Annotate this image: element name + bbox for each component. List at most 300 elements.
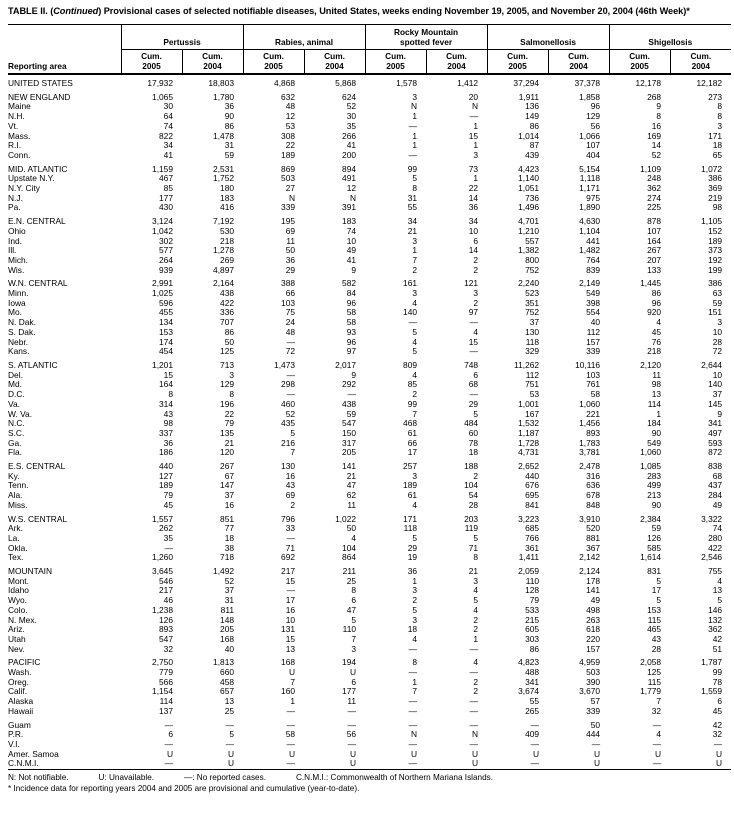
value-cell: 341 xyxy=(525,677,540,687)
value-cell: 45 xyxy=(712,706,723,716)
value-cell: 4,959 xyxy=(579,657,601,668)
value-cell: 7 xyxy=(412,687,418,697)
value-cell: 34 xyxy=(407,216,418,227)
value-cell: 10 xyxy=(346,236,357,246)
value-cell: — xyxy=(164,740,173,749)
reporting-area-cell: S. ATLANTIC xyxy=(8,359,58,370)
value-cell: 4 xyxy=(473,327,479,337)
value-cell: 151 xyxy=(708,308,723,318)
table-title-continued: Continued xyxy=(53,6,99,16)
value-cell: 52 xyxy=(346,102,357,112)
value-cell: 35 xyxy=(163,533,173,543)
reporting-area-cell: C.N.M.I. xyxy=(8,759,39,769)
value-cell: 9 xyxy=(351,370,357,380)
value-cell: 822 xyxy=(159,131,173,141)
reporting-area-cell: W.N. CENTRAL xyxy=(8,278,68,289)
value-cell: 5 xyxy=(412,174,418,184)
table-row xyxy=(8,654,731,668)
value-cell: 1 xyxy=(412,246,418,256)
value-cell: 99 xyxy=(407,163,418,174)
value-cell: 46 xyxy=(163,596,173,606)
value-cell: 112 xyxy=(586,327,601,337)
value-cell: 2 xyxy=(473,265,479,275)
value-cell: 1,557 xyxy=(152,513,173,524)
value-cell: U xyxy=(716,749,723,759)
value-cell: 6 xyxy=(473,236,479,246)
value-cell: 149 xyxy=(525,112,540,122)
column-group-header: Rabies, animal xyxy=(243,25,365,50)
value-cell: 68 xyxy=(468,380,479,390)
reporting-area-cell: Calif. xyxy=(8,687,28,697)
value-cell: 314 xyxy=(159,399,173,409)
value-cell: 1,066 xyxy=(579,131,601,141)
value-cell: 8 xyxy=(351,586,357,596)
value-cell: 12 xyxy=(285,112,296,122)
value-cell: 141 xyxy=(586,586,601,596)
value-cell: 28 xyxy=(468,500,479,510)
value-cell: 391 xyxy=(342,203,357,213)
value-cell: 3 xyxy=(473,150,479,160)
value-cell: 2,478 xyxy=(579,461,601,472)
value-cell: 298 xyxy=(281,380,296,390)
value-cell: 40 xyxy=(590,318,601,328)
reporting-area-cell: S. Dak. xyxy=(8,327,36,337)
value-cell: 32 xyxy=(712,730,723,740)
notifiable-diseases-table xyxy=(8,24,731,770)
value-cell: 273 xyxy=(708,91,723,102)
table-row xyxy=(8,429,731,439)
value-cell: 1 xyxy=(473,141,479,151)
value-cell: U xyxy=(471,759,479,769)
table-row xyxy=(8,151,731,161)
value-cell: N xyxy=(471,102,479,112)
value-cell: 678 xyxy=(586,491,601,501)
value-cell: 337 xyxy=(159,428,173,438)
value-cell: 1,813 xyxy=(213,657,235,668)
value-cell: 133 xyxy=(647,265,662,275)
reporting-area-cell: N.C. xyxy=(8,419,25,429)
value-cell: 6 xyxy=(351,596,357,606)
value-cell: 36 xyxy=(468,203,479,213)
value-cell: 1 xyxy=(412,576,418,586)
value-cell: 54 xyxy=(468,491,479,501)
value-cell: 29 xyxy=(285,265,296,275)
reporting-area-cell: Ariz. xyxy=(8,625,25,635)
value-cell: 618 xyxy=(586,625,601,635)
value-cell: 177 xyxy=(159,193,173,203)
table-row xyxy=(8,596,731,606)
reporting-area-cell: NEW ENGLAND xyxy=(8,91,71,102)
value-cell: 605 xyxy=(525,625,540,635)
value-cell: 96 xyxy=(651,298,662,308)
value-cell: 93 xyxy=(346,327,357,337)
value-cell: 3 xyxy=(412,471,418,481)
value-cell: 2,149 xyxy=(579,278,601,289)
value-cell: 33 xyxy=(285,524,296,534)
table-row xyxy=(8,213,731,227)
value-cell: 1,411 xyxy=(518,553,540,563)
value-cell: 79 xyxy=(224,419,235,429)
value-cell: 61 xyxy=(407,491,418,501)
value-cell: 1 xyxy=(473,634,479,644)
value-cell: 53 xyxy=(529,390,540,400)
value-cell: 86 xyxy=(529,121,540,131)
table-row xyxy=(8,174,731,184)
value-cell: 17 xyxy=(407,448,418,458)
value-cell: 64 xyxy=(163,112,173,122)
subcolumn-header: Cum. 2005 xyxy=(487,50,548,75)
value-cell: 140 xyxy=(708,380,723,390)
value-cell: 2,059 xyxy=(518,566,540,577)
value-cell: 577 xyxy=(159,246,173,256)
value-cell: — xyxy=(225,740,235,749)
value-cell: 1,728 xyxy=(518,438,540,448)
value-cell: 13 xyxy=(651,390,662,400)
value-cell: 2 xyxy=(290,500,296,510)
value-cell: 5 xyxy=(412,347,418,357)
value-cell: 98 xyxy=(651,380,662,390)
reporting-area-cell: UNITED STATES xyxy=(8,78,73,88)
value-cell: 1,473 xyxy=(274,359,296,370)
table-header xyxy=(8,25,731,75)
table-row xyxy=(8,678,731,688)
value-cell: 497 xyxy=(708,428,723,438)
subcolumn-header: Cum. 2004 xyxy=(548,50,609,75)
value-cell: 367 xyxy=(586,543,601,553)
value-cell: 3,674 xyxy=(518,687,540,697)
value-cell: 58 xyxy=(590,390,601,400)
value-cell: 404 xyxy=(586,150,601,160)
value-cell: 766 xyxy=(525,533,540,543)
value-cell: 549 xyxy=(586,289,601,299)
value-cell: 36 xyxy=(285,255,296,265)
table-row xyxy=(8,380,731,390)
value-cell: 86 xyxy=(651,289,662,299)
value-cell: 11,262 xyxy=(514,359,540,370)
value-cell: 4,823 xyxy=(518,657,540,668)
value-cell: 2 xyxy=(473,298,479,308)
value-cell: 55 xyxy=(407,203,418,213)
table-row xyxy=(8,707,731,717)
value-cell: 45 xyxy=(163,500,173,510)
value-cell: — xyxy=(347,706,357,716)
value-cell: 441 xyxy=(586,236,601,246)
value-cell: 546 xyxy=(159,576,173,586)
value-cell: 218 xyxy=(647,347,662,357)
table-row xyxy=(8,586,731,596)
value-cell: 388 xyxy=(281,278,296,289)
table-row xyxy=(8,74,731,89)
value-cell: 216 xyxy=(281,438,296,448)
value-cell: 51 xyxy=(712,644,723,654)
table-row xyxy=(8,203,731,213)
value-cell: 213 xyxy=(647,491,662,501)
value-cell: 390 xyxy=(586,677,601,687)
value-cell: 2 xyxy=(473,255,479,265)
value-cell: 47 xyxy=(346,481,357,491)
value-cell: 1,492 xyxy=(213,566,235,577)
value-cell: — xyxy=(408,697,418,707)
value-cell: 554 xyxy=(586,308,601,318)
value-cell: 460 xyxy=(281,399,296,409)
value-cell: 152 xyxy=(708,226,723,236)
value-cell: 894 xyxy=(342,163,357,174)
value-cell: 2,384 xyxy=(640,513,662,524)
value-cell: 1,779 xyxy=(640,687,662,697)
reporting-area-cell: Mass. xyxy=(8,131,31,141)
value-cell: 52 xyxy=(285,409,296,419)
value-cell: 160 xyxy=(281,687,296,697)
value-cell: 748 xyxy=(464,359,479,370)
value-cell: 43 xyxy=(163,409,173,419)
value-cell: 8 xyxy=(412,184,418,194)
value-cell: 386 xyxy=(708,174,723,184)
value-cell: U xyxy=(166,749,173,759)
table-row xyxy=(8,750,731,760)
table-row xyxy=(8,299,731,309)
value-cell: 5,154 xyxy=(579,163,601,174)
value-cell: 920 xyxy=(647,308,662,318)
value-cell: U xyxy=(532,749,540,759)
value-cell: 73 xyxy=(468,163,479,174)
table-row xyxy=(8,524,731,534)
value-cell: 125 xyxy=(647,668,662,678)
value-cell: 31 xyxy=(407,193,418,203)
value-cell: 4 xyxy=(656,318,662,328)
reporting-area-cell: Del. xyxy=(8,370,23,380)
value-cell: 21 xyxy=(468,566,479,577)
table-row xyxy=(8,759,731,769)
value-cell: 5 xyxy=(229,730,235,740)
value-cell: 831 xyxy=(647,566,662,577)
value-cell: U xyxy=(288,749,296,759)
reporting-area-cell: D.C. xyxy=(8,390,25,400)
reporting-area-cell: Miss. xyxy=(8,500,28,510)
table-row xyxy=(8,347,731,357)
value-cell: 280 xyxy=(708,533,723,543)
value-cell: 36 xyxy=(163,438,173,448)
value-cell: 848 xyxy=(586,500,601,510)
value-cell: — xyxy=(408,719,418,730)
value-cell: — xyxy=(286,719,296,730)
value-cell: 45 xyxy=(651,327,662,337)
value-cell: — xyxy=(286,390,296,400)
table-row xyxy=(8,246,731,256)
value-cell: — xyxy=(469,644,479,654)
value-cell: 32 xyxy=(651,706,662,716)
value-cell: 220 xyxy=(586,634,601,644)
value-cell: 71 xyxy=(285,543,296,553)
value-cell: — xyxy=(408,740,418,749)
value-cell: 38 xyxy=(224,543,235,553)
value-cell: 2,124 xyxy=(579,566,601,577)
value-cell: 194 xyxy=(342,657,357,668)
value-cell: 37 xyxy=(224,586,235,596)
table-row xyxy=(8,645,731,655)
value-cell: — xyxy=(408,668,418,678)
value-cell: 98 xyxy=(163,419,173,429)
value-cell: 2 xyxy=(412,596,418,606)
reporting-area-cell: Vt. xyxy=(8,121,19,131)
value-cell: 137 xyxy=(159,706,173,716)
value-cell: 3,223 xyxy=(518,513,540,524)
table-row xyxy=(8,553,731,563)
value-cell: 1,159 xyxy=(152,163,173,174)
table-row xyxy=(8,491,731,501)
reporting-area-cell: P.R. xyxy=(8,730,24,740)
value-cell: 1 xyxy=(412,131,418,141)
reporting-area-cell: Wash. xyxy=(8,668,32,678)
reporting-area-cell: Minn. xyxy=(8,289,29,299)
value-cell: 632 xyxy=(281,91,296,102)
value-cell: — xyxy=(713,740,723,749)
value-cell: 292 xyxy=(342,380,357,390)
table-row xyxy=(8,161,731,175)
value-cell: 266 xyxy=(342,131,357,141)
value-cell: 13 xyxy=(285,644,296,654)
value-cell: 692 xyxy=(281,553,296,563)
value-cell: 16 xyxy=(285,605,296,615)
footnote-legend-cnmi: C.N.M.I.: Commonwealth of Northern Mariana Islands. xyxy=(295,773,494,783)
value-cell: 329 xyxy=(525,347,540,357)
value-cell: 52 xyxy=(651,150,662,160)
value-cell: 339 xyxy=(586,347,601,357)
value-cell: 8 xyxy=(473,553,479,563)
value-cell: 211 xyxy=(342,566,357,577)
value-cell: 96 xyxy=(346,298,357,308)
value-cell: 18 xyxy=(468,448,479,458)
value-cell: 1,001 xyxy=(518,399,540,409)
value-cell: 7 xyxy=(656,697,662,707)
value-cell: N xyxy=(288,193,296,203)
value-cell: 455 xyxy=(159,308,173,318)
value-cell: — xyxy=(408,644,418,654)
value-cell: 31 xyxy=(224,141,235,151)
value-cell: 1,109 xyxy=(640,163,662,174)
footnote-legend-n: N: Not notifiable. xyxy=(8,773,69,783)
value-cell: 90 xyxy=(224,112,235,122)
value-cell: 74 xyxy=(346,226,357,236)
value-cell: 141 xyxy=(342,461,357,472)
value-cell: 10 xyxy=(712,327,723,337)
value-cell: 200 xyxy=(342,150,357,160)
value-cell: — xyxy=(408,121,418,131)
value-cell: 268 xyxy=(647,91,662,102)
value-cell: 761 xyxy=(586,380,601,390)
value-cell: 11 xyxy=(347,697,357,707)
value-cell: 130 xyxy=(281,461,296,472)
value-cell: 169 xyxy=(647,131,662,141)
table-row xyxy=(8,717,731,731)
value-cell: 15 xyxy=(468,131,479,141)
value-cell: 5 xyxy=(412,533,418,543)
value-cell: 467 xyxy=(159,174,173,184)
value-cell: — xyxy=(469,697,479,707)
value-cell: U xyxy=(471,749,479,759)
reporting-area-cell: Guam xyxy=(8,719,31,730)
value-cell: 59 xyxy=(712,298,723,308)
value-cell: 37 xyxy=(712,390,723,400)
value-cell: 796 xyxy=(281,513,296,524)
value-cell: 2,531 xyxy=(213,163,235,174)
column-group-header: Pertussis xyxy=(121,25,243,50)
value-cell: 262 xyxy=(159,524,173,534)
value-cell: 61 xyxy=(407,428,418,438)
value-cell: 18 xyxy=(407,625,418,635)
value-cell: 219 xyxy=(708,193,723,203)
value-cell: 4 xyxy=(473,657,479,668)
value-cell: — xyxy=(469,668,479,678)
value-cell: 217 xyxy=(159,586,173,596)
value-cell: 66 xyxy=(407,438,418,448)
table-row xyxy=(8,625,731,635)
value-cell: 50 xyxy=(346,524,357,534)
value-cell: 248 xyxy=(647,174,662,184)
value-cell: 18 xyxy=(224,533,235,543)
value-cell: N xyxy=(410,102,418,112)
value-cell: 1,787 xyxy=(701,657,723,668)
table-row xyxy=(8,687,731,697)
value-cell: 4 xyxy=(473,605,479,615)
reporting-area-cell: Tenn. xyxy=(8,481,29,491)
reporting-area-cell: Ill. xyxy=(8,246,17,256)
value-cell: 115 xyxy=(647,615,662,625)
value-cell: 1,559 xyxy=(701,687,723,697)
value-cell: 1,072 xyxy=(701,163,723,174)
value-cell: 6 xyxy=(168,730,173,740)
value-cell: 491 xyxy=(342,174,357,184)
table-row xyxy=(8,534,731,544)
value-cell: 225 xyxy=(647,203,662,213)
value-cell: 114 xyxy=(647,399,662,409)
value-cell: 47 xyxy=(346,605,357,615)
value-cell: 533 xyxy=(525,605,540,615)
value-cell: 1,060 xyxy=(640,448,662,458)
value-cell: 153 xyxy=(159,327,173,337)
value-cell: 103 xyxy=(586,370,601,380)
value-cell: 171 xyxy=(403,513,418,524)
value-cell: 71 xyxy=(468,543,479,553)
value-cell: — xyxy=(286,586,296,596)
value-cell: 6 xyxy=(717,697,723,707)
value-cell: N xyxy=(471,730,479,740)
value-cell: 1,445 xyxy=(640,278,662,289)
value-cell: 48 xyxy=(285,102,296,112)
reporting-area-cell: Conn. xyxy=(8,150,31,160)
value-cell: 30 xyxy=(346,112,357,122)
value-cell: 284 xyxy=(708,491,723,501)
value-cell: 503 xyxy=(281,174,296,184)
value-cell: 3 xyxy=(229,370,235,380)
value-cell: 386 xyxy=(708,278,723,289)
value-cell: 11 xyxy=(286,236,296,246)
table-row xyxy=(8,697,731,707)
value-cell: 736 xyxy=(525,193,540,203)
value-cell: 454 xyxy=(159,347,173,357)
reporting-area-cell: E.S. CENTRAL xyxy=(8,461,66,472)
value-cell: 764 xyxy=(586,255,601,265)
value-cell: 317 xyxy=(342,438,357,448)
reporting-area-cell: Ohio xyxy=(8,226,26,236)
value-cell: 302 xyxy=(159,236,173,246)
value-cell: U xyxy=(410,749,418,759)
value-cell: 1,085 xyxy=(640,461,662,472)
value-cell: 127 xyxy=(159,471,173,481)
table-row xyxy=(8,132,731,142)
value-cell: 4 xyxy=(412,337,418,347)
table-row xyxy=(8,730,731,740)
reporting-area-cell: Ky. xyxy=(8,471,20,481)
